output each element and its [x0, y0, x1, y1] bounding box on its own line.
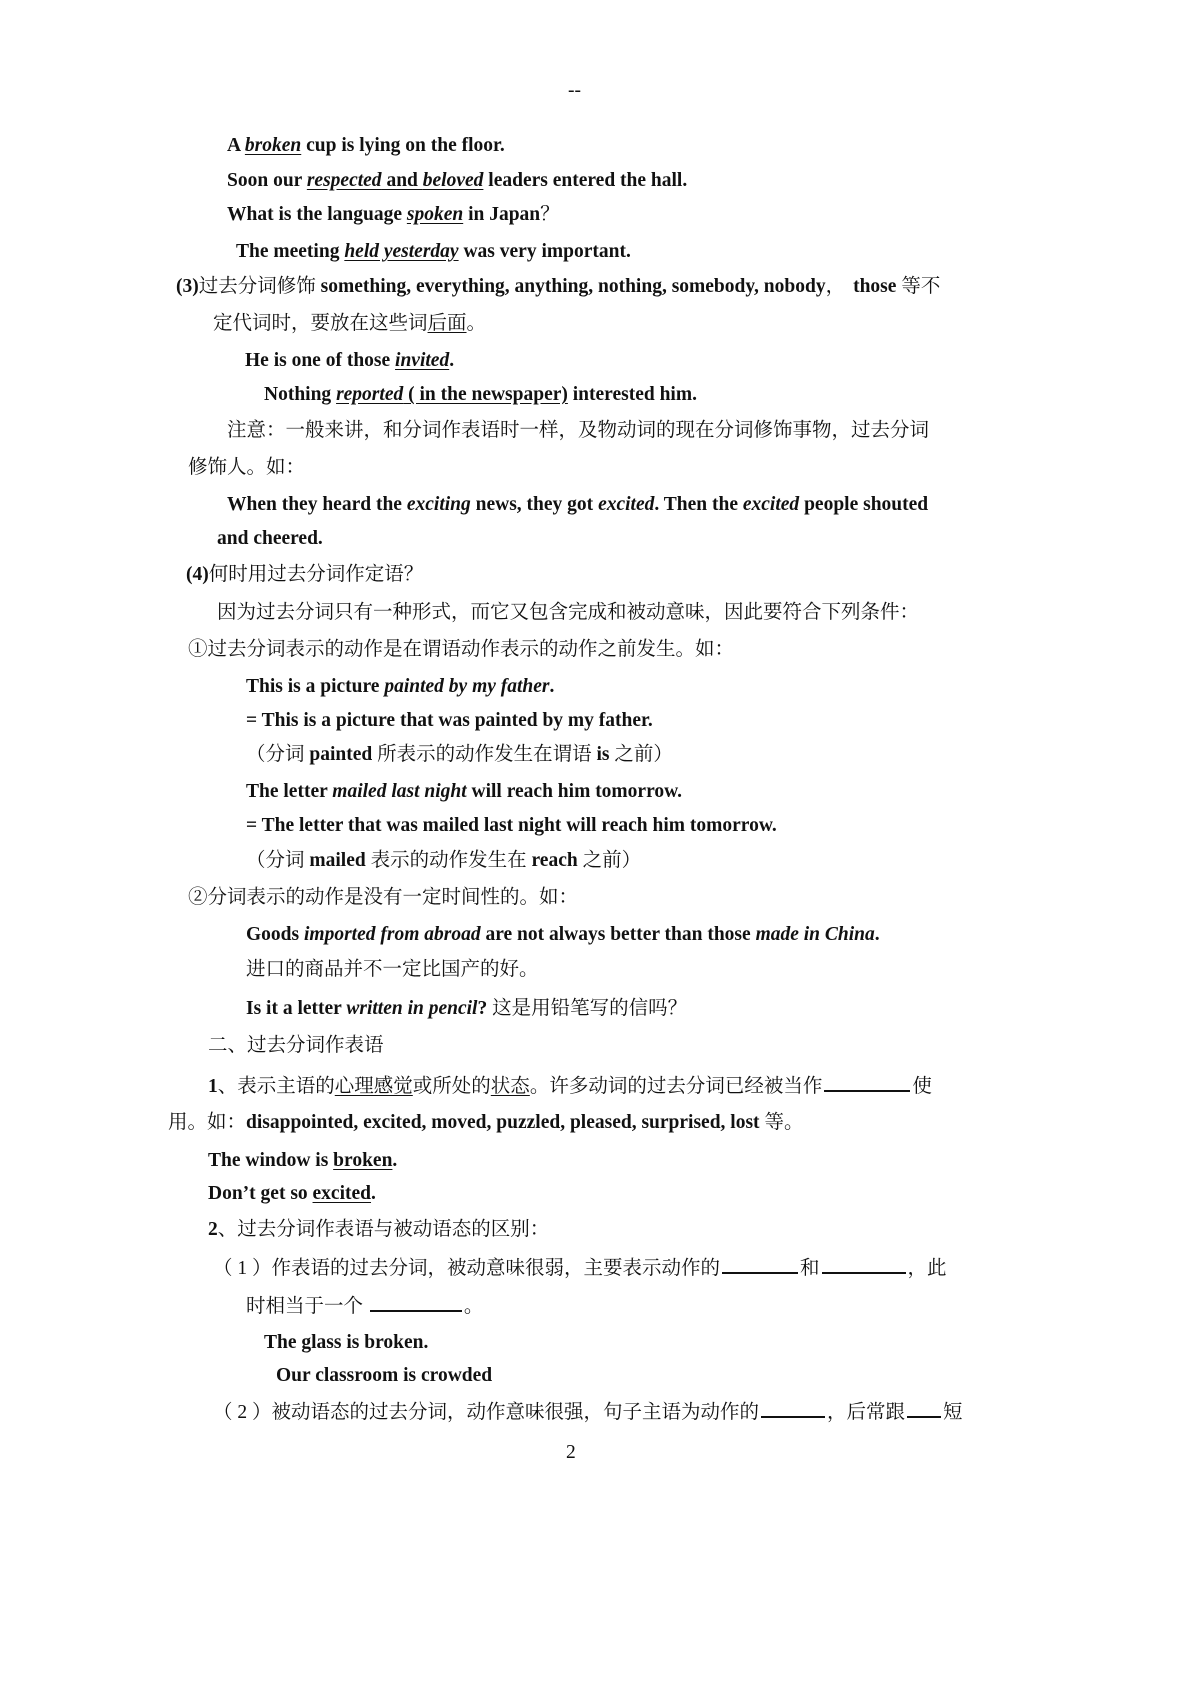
point-3-line-1: (3)过去分词修饰 something, everything, anything, nothing, somebody, nobody， those 等不 [176, 276, 941, 297]
note-line-2: 修饰人。如： [188, 457, 306, 478]
section-2-point-1-cont: 用。如：disappointed, excited, moved, puzzled, pleased, surprised, lost 等。 [168, 1112, 804, 1133]
fill-blank [722, 1254, 798, 1274]
fill-blank [824, 1072, 910, 1092]
example-sentence: The meeting held yesterday was very important. [236, 241, 631, 262]
example-sentence: = This is a picture that was painted by my father. [246, 710, 653, 731]
example-sentence: = The letter that was mailed last night will reach him tomorrow. [246, 815, 777, 836]
example-sentence-cont: and cheered. [217, 528, 323, 549]
fill-blank [907, 1398, 941, 1418]
example-sentence: Don’t get so excited. [208, 1183, 376, 1204]
subpoint-1-cont: 时相当于一个 。 [246, 1292, 483, 1320]
fill-blank [761, 1398, 825, 1418]
fill-blank [822, 1254, 906, 1274]
example-sentence: What is the language spoken in Japan？ [227, 204, 560, 225]
note-line-1: 注意：一般来讲，和分词作表语时一样，及物动词的现在分词修饰事物，过去分词 [227, 420, 930, 441]
section-heading: 二、过去分词作表语 [208, 1035, 384, 1056]
example-sentence: A broken cup is lying on the floor. [227, 135, 505, 156]
subpoint-2: （ 2 ）被动语态的过去分词，动作意味很强，句子主语为动作的 ，后常跟 短 [213, 1398, 963, 1426]
example-translation: 进口的商品并不一定比国产的好。 [246, 959, 539, 980]
point-4-intro: 因为过去分词只有一种形式，而它又包含完成和被动意味，因此要符合下列条件： [217, 602, 920, 623]
example-sentence: Is it a letter written in pencil? 这是用铅笔写的信吗？ [246, 998, 688, 1019]
example-note: （分词 mailed 表示的动作发生在 reach 之前） [246, 850, 642, 871]
subpoint-1: （ 1 ）作表语的过去分词，被动意味很弱，主要表示动作的 和 ，此 [213, 1254, 947, 1282]
example-sentence: This is a picture painted by my father. [246, 676, 555, 697]
example-sentence: The glass is broken. [264, 1332, 429, 1353]
point-3-line-2: 定代词时，要放在这些词后面。 [213, 313, 487, 334]
condition-1: ①过去分词表示的动作是在谓语动作表示的动作之前发生。如： [188, 639, 735, 660]
example-sentence: Nothing reported ( in the newspaper) interested him. [264, 384, 697, 405]
example-sentence: The window is broken. [208, 1150, 398, 1171]
example-sentence: The letter mailed last night will reach him tomorrow. [246, 781, 683, 802]
example-sentence: Soon our respected and beloved leaders entered the hall. [227, 170, 688, 191]
condition-2: ②分词表示的动作是没有一定时间性的。如： [188, 887, 579, 908]
section-2-point-2: 2、过去分词作表语与被动语态的区别： [208, 1219, 550, 1240]
point-4-title: (4)何时用过去分词作定语？ [186, 564, 424, 585]
example-note: （分词 painted 所表示的动作发生在谓语 is 之前） [246, 744, 673, 765]
example-sentence: Our classroom is crowded [276, 1365, 493, 1386]
page-number: 2 [566, 1442, 576, 1463]
example-sentence: He is one of those invited. [245, 350, 455, 371]
header-mark: -- [568, 80, 581, 101]
fill-blank [370, 1292, 462, 1312]
example-sentence: When they heard the exciting news, they got excited. Then the excited people shouted [227, 494, 929, 515]
section-2-point-1: 1、表示主语的心理感觉或所处的状态。许多动词的过去分词已经被当作 使 [208, 1072, 932, 1100]
example-sentence: Goods imported from abroad are not always better than those made in China. [246, 924, 880, 945]
